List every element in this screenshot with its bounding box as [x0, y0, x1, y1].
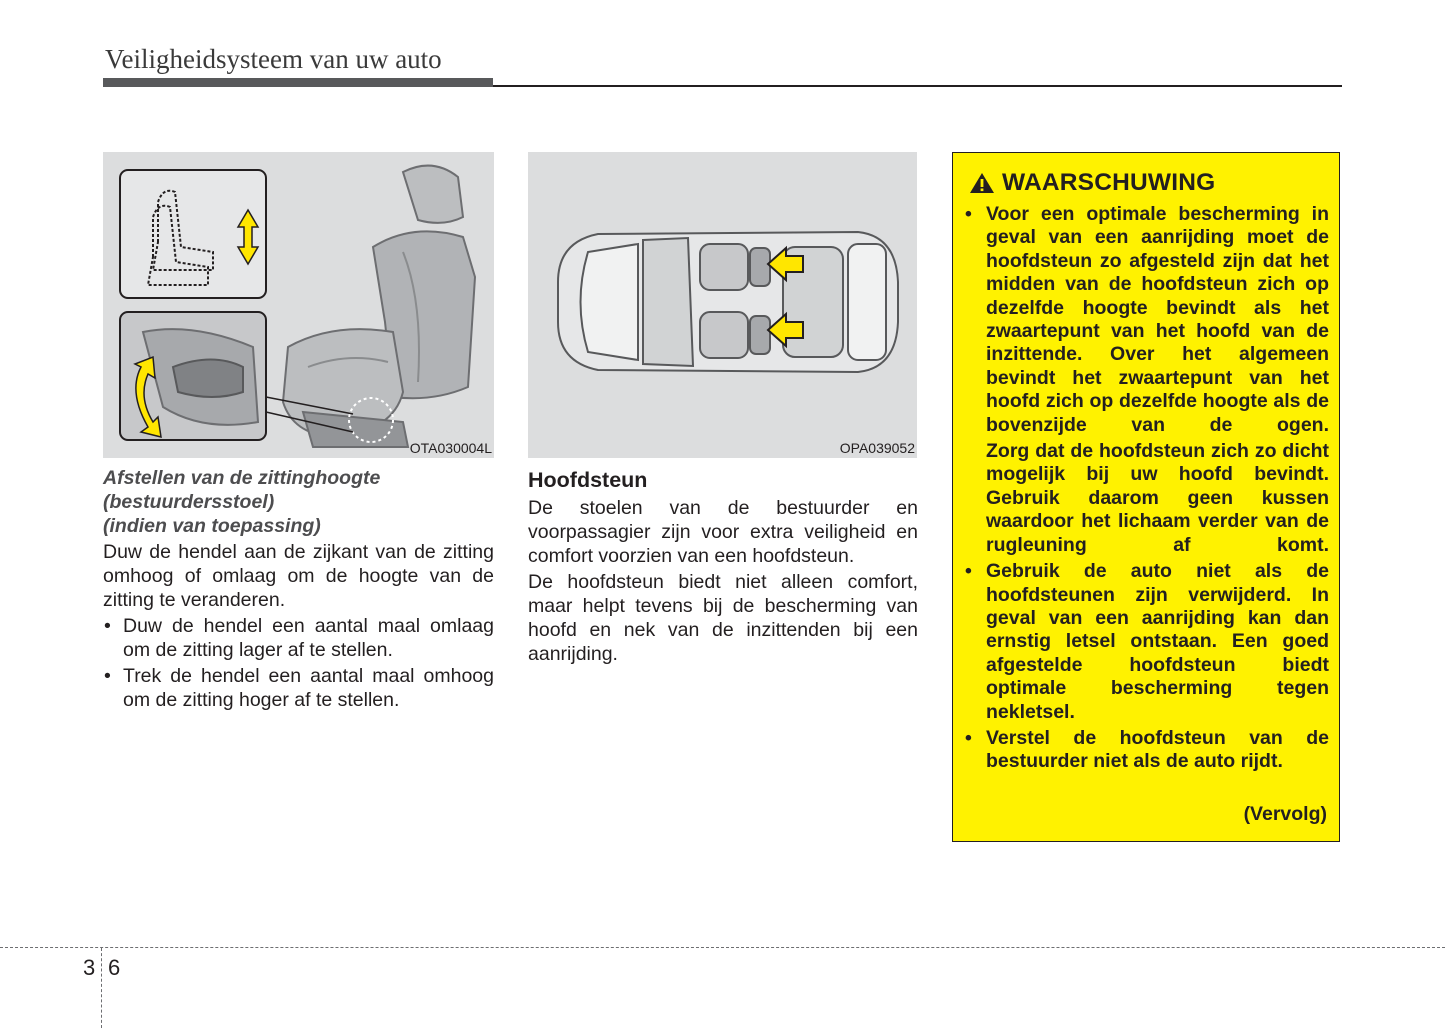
page-number: 6 — [108, 955, 121, 980]
warning-title: WAARSCHUWING — [1002, 169, 1216, 196]
headrest-paragraph: De hoofdsteun biedt niet alleen comfort, maar helpt tevens bij de bescherming van hoofd en nek van de inzittenden bij een aanrijding. — [528, 571, 918, 665]
seat-height-subheading: Afstellen van de zittinghoogte (bestuurdersstoel) (indien van toepassing) — [103, 467, 381, 537]
inset-seat-updown — [120, 170, 266, 298]
car-topview-illustration — [528, 152, 917, 458]
warning-list — [965, 203, 1329, 777]
figure-code: OTA030004L — [409, 440, 492, 456]
continued-label: (Vervolg) — [1243, 803, 1327, 825]
list-item — [965, 560, 1329, 724]
list-item: • Trek de hendel een aantal maal omhoog om de zitting hoger af te stellen. — [103, 664, 494, 712]
warning-header — [969, 169, 1215, 197]
headrest-figure — [528, 152, 917, 458]
headrest-heading: Hoofdsteun — [528, 468, 648, 492]
warning-item-extra: Zorg dat de hoofdsteun zich zo dicht mogelijk bij uw hoofd bevindt. Gebruik daarom geen kussen waardoor het lichaam verder van de rugleuning af komt. — [986, 440, 1329, 556]
list-item — [965, 727, 1329, 774]
warning-box — [952, 152, 1340, 842]
warning-item-text: • Voor een optimale bescherming in geval van een aanrijding moet de hoofdsteun zo afgesteld zijn dat het midden van de hoofdsteun zich op dezelfde hoogte bevindt als het zwaartepunt van het hoofd van de inzittende. Over het algemeen bevindt het zwaartepunt van het hoofd zich op dezelfde hoogte als de bovenzijde van de ogen. — [986, 203, 1329, 436]
figure-code: OPA039052 — [839, 440, 915, 456]
header-bar-thick — [103, 78, 493, 87]
seat-height-bullets — [103, 614, 494, 712]
headrest-section — [528, 466, 918, 666]
seat-height-section — [103, 466, 494, 714]
chapter-number: 3 — [83, 955, 96, 980]
list-item — [965, 203, 1329, 557]
seat-height-figure — [103, 152, 494, 458]
warning-item-text: • Verstel de hoofdsteun van de bestuurder niet als de auto rijdt. — [986, 726, 1329, 773]
list-item: • Duw de hendel een aantal maal omlaag om de zitting lager af te stellen. — [103, 614, 494, 662]
warning-item-text: • Gebruik de auto niet als de hoofdsteunen zijn verwijderd. In geval van een aanrijding kan dan ernstig letsel ontstaan. Een goed afgestelde hoofdsteun biedt optimale bescherming tegen nekletsel. — [986, 560, 1329, 723]
seat-drawing — [283, 166, 475, 447]
seat-height-intro: Duw de hendel aan de zijkant van de zitting omhoog of omlaag om de hoogte van de zitting te veranderen. — [103, 541, 494, 611]
header-bar-thin — [493, 85, 1342, 87]
car-body — [558, 232, 898, 372]
seat-illustration — [103, 152, 494, 458]
headrest-paragraph: De stoelen van de bestuurder en voorpassagier zijn voor extra veiligheid en comfort voorzien van een hoofdsteun. — [528, 497, 918, 567]
warning-triangle-icon — [969, 172, 995, 194]
footer-vertical-divider — [101, 948, 102, 1028]
page-header-title: Veiligheidsysteem van uw auto — [105, 44, 442, 74]
footer-divider — [0, 947, 1445, 948]
